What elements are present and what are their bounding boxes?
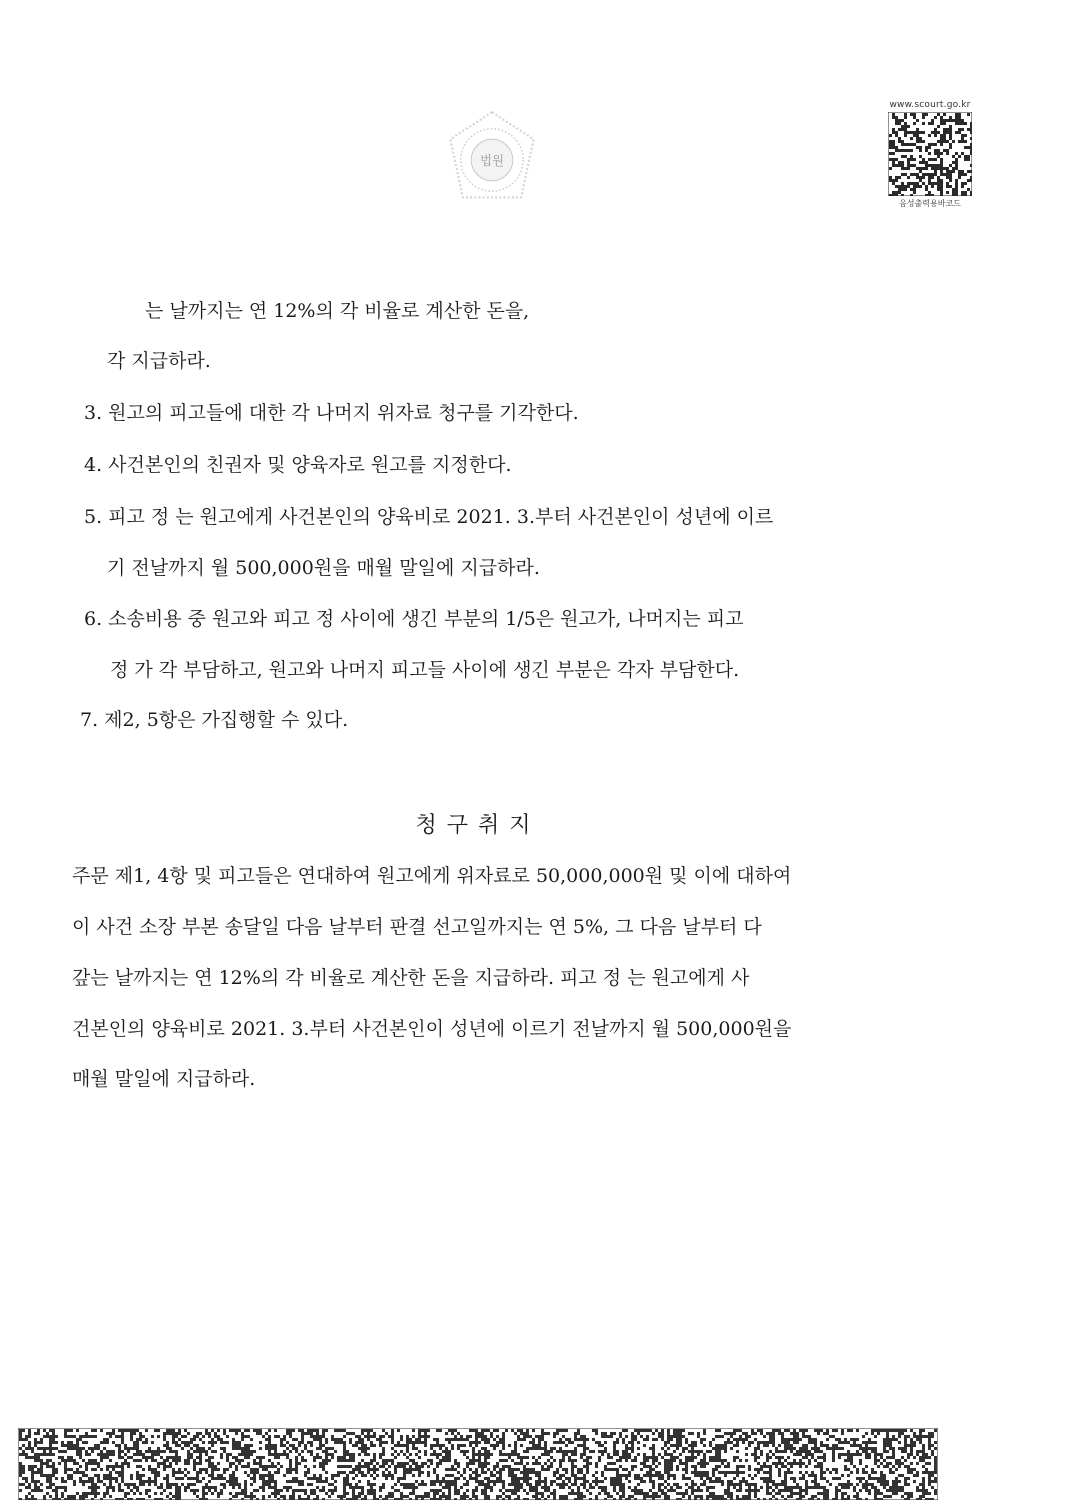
text-line: 3. 원고의 피고들에 대한 각 나머지 위자료 청구를 기각한다.	[84, 402, 579, 424]
qr-url-text: www.scourt.go.kr	[889, 100, 971, 110]
seal-text: 법원	[479, 153, 505, 169]
claim-line: 매월 말일에 지급하라.	[72, 1068, 256, 1090]
text-line: 6. 소송비용 중 원고와 피고 정 사이에 생긴 부분의 1/5은 원고가, 나머지는 피고	[84, 608, 744, 630]
court-seal-emblem	[440, 108, 544, 212]
text-line: 정 가 각 부담하고, 원고와 나머지 피고들 사이에 생긴 부분은 각자 부담한다.	[110, 659, 740, 681]
section-heading: 청구취지	[415, 813, 541, 838]
text-line: 기 전날까지 월 500,000원을 매월 말일에 지급하라.	[107, 557, 540, 579]
text-line: 각 지급하라.	[107, 350, 211, 372]
voice-barcode-block	[884, 100, 976, 209]
claim-line: 건본인의 양육비로 2021. 3.부터 사건본인이 성년에 이르기 전날까지 월 500,000원을	[72, 1018, 792, 1040]
text-line: 7. 제2, 5항은 가집행할 수 있다.	[80, 709, 349, 731]
text-line: 는 날까지는 연 12%의 각 비율로 계산한 돈을,	[145, 300, 530, 322]
claim-line: 갚는 날까지는 연 12%의 각 비율로 계산한 돈을 지급하라. 피고 정 는 원고에게 사	[72, 967, 750, 989]
footer-barcode-strip	[18, 1428, 938, 1500]
claim-line: 이 사건 소장 부본 송달일 다음 날부터 판결 선고일까지는 연 5%, 그 다음 날부터 다	[72, 916, 762, 938]
claim-line: 주문 제1, 4항 및 피고들은 연대하여 원고에게 위자료로 50,000,000원 및 이에 대하여	[72, 865, 792, 887]
qr-code-icon	[888, 112, 972, 196]
text-line: 4. 사건본인의 친권자 및 양육자로 원고를 지정한다.	[84, 454, 512, 476]
text-line: 5. 피고 정 는 원고에게 사건본인의 양육비로 2021. 3.부터 사건본인이 성년에 이르	[84, 506, 774, 528]
qr-caption-text: 음성출력용바코드	[899, 199, 961, 208]
